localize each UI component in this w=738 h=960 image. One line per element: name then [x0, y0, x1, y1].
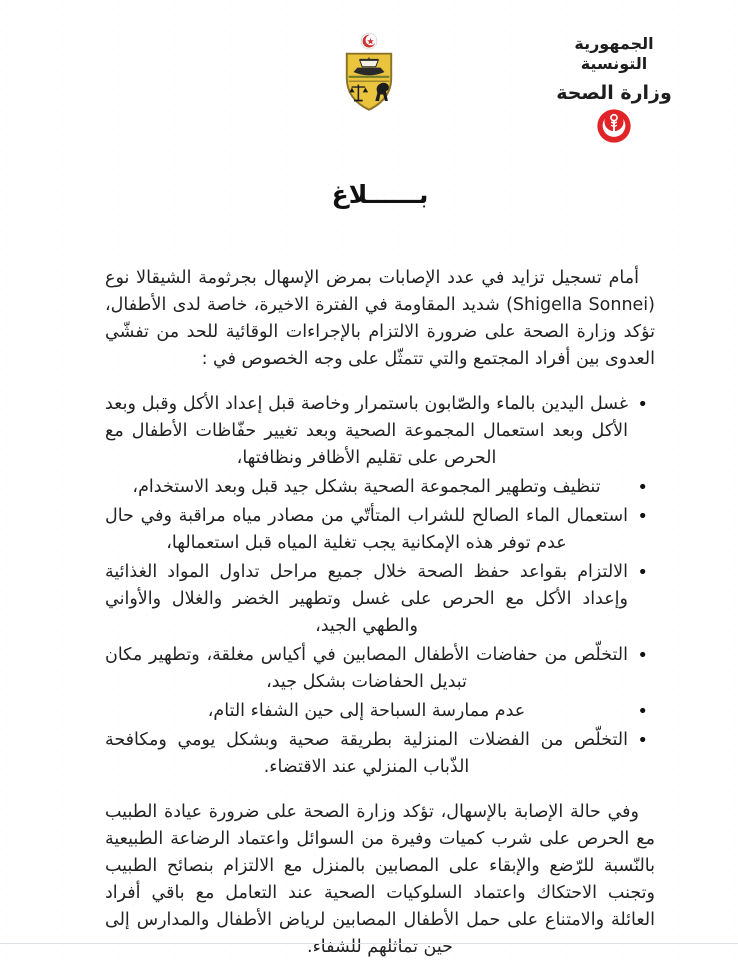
- page-title: بــــــلاغ: [331, 180, 429, 209]
- bullet-text: عدم ممارسة السباحة إلى حين الشفاء التام،: [207, 701, 526, 721]
- recommendations-list: [105, 391, 655, 781]
- list-item: [105, 642, 655, 696]
- closing-paragraph: وفي حالة الإصابة بالإسهال، تؤكد وزارة الصحة على ضرورة عيادة الطبيب مع الحرص على شرب كميات وفيرة من السوائل واعتماد الرضاعة الطبيعية بالنّسبة للرّضع والإبقاء على المصابين بالمنزل مع الالتزام بنصائح الطبيب وتجنب الاحتكاك واعتماد السلوكيات الصحية عند التعامل مع باقي أفراد العائلة والامتناع على حمل الأطفال المصابين لرياض الأطفال والمدارس إلى حين تماثلهم للشفاء.: [105, 802, 655, 957]
- bullet-text: الالتزام بقواعد حفظ الصحة خلال جميع مراحل تداول المواد الغذائية وإعداد الأكل مع الحرص على غسل وتطهير الخضر والغلال والأواني والطهي الجيد،: [105, 562, 628, 636]
- ministry-health-logo-icon: [544, 108, 684, 144]
- intro-paragraph: أمام تسجيل تزايد في عدد الإصابات بمرض الإسهال بجرثومة الشيقالا نوع (Shigella Sonnei) شديد المقاومة في الفترة الاخيرة، خاصة لدى الأطفال، تؤكد وزارة الصحة على ضرورة الالتزام بالإجراءات الوقائية للحد من تفشّي العدوى بين أفراد المجتمع والتي تتمثّل على وجه الخصوص في :: [105, 268, 655, 369]
- bullet-text: استعمال الماء الصالح للشراب المتأتّي من مصادر مياه مراقبة وفي حال عدم توفر هذه الإمكانية يجب تغلية المياه قبل استعمالها،: [105, 506, 628, 553]
- bullet-text: غسل اليدين بالماء والصّابون باستمرار وخاصة قبل إعداد الأكل وقبل وبعد الأكل وبعد استعمال المجموعة الصحية وبعد تغيير حفّاظات الأطفال مع الحرص على تقليم الأظافر ونظافتها،: [105, 394, 628, 468]
- bullet-icon: •: [637, 562, 648, 583]
- bullet-text: التخلّص من الفضلات المنزلية بطريقة صحية وبشكل يومي ومكافحة الذّباب المنزلي عند الاقتضاء.: [105, 730, 628, 777]
- bullet-icon: •: [637, 701, 648, 722]
- republic-label: الجمهورية التونسية: [574, 34, 654, 73]
- bullet-icon: •: [637, 730, 648, 751]
- tunisia-coat-of-arms-icon: [340, 31, 398, 115]
- list-item: [105, 559, 655, 640]
- bullet-icon: •: [637, 477, 648, 498]
- bullet-icon: •: [637, 506, 648, 527]
- bullet-text: تنظيف وتطهير المجموعة الصحية بشكل جيد قبل وبعد الاستخدام،: [132, 477, 601, 497]
- list-item: [105, 698, 655, 725]
- ministry-label: وزارة الصحة: [556, 82, 672, 104]
- bullet-text: التخلّص من حفاضات الأطفال المصابين في أكياس مغلقة، وتطهير مكان تبديل الحفاضات بشكل جيد،: [105, 645, 628, 692]
- bullet-icon: •: [637, 645, 648, 666]
- document-body: [105, 180, 655, 960]
- bullet-icon: •: [637, 394, 648, 415]
- list-item: [105, 391, 655, 472]
- list-item: [105, 727, 655, 781]
- list-item: [105, 503, 655, 557]
- ministry-header: [544, 34, 684, 144]
- list-item: [105, 474, 655, 501]
- page-bottom-edge: [0, 943, 738, 944]
